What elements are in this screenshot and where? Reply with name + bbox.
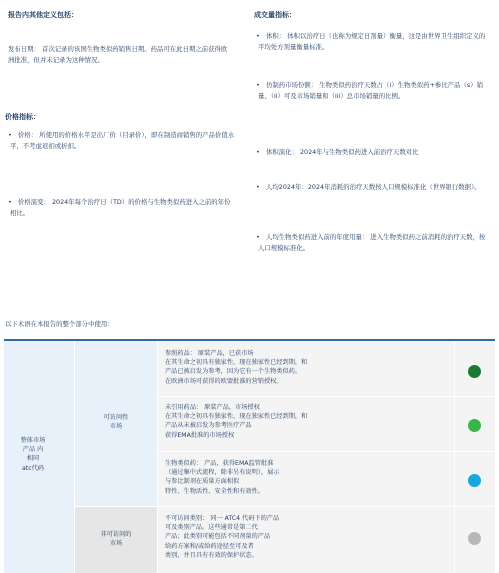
definitions-column [158, 341, 454, 573]
overall-market-label: 整体市场 产品 内 相同 atc代码 [20, 437, 46, 472]
bullet-dot: • [256, 81, 260, 89]
row-divider [75, 506, 495, 507]
heading-price-indicators: 价格指标： [5, 113, 40, 121]
bullet-dot: • [256, 148, 260, 156]
non-accessible-color-dot [468, 532, 481, 545]
per-capita-2024-definition: 人均2024年：2024年消耗的治疗天数按人口规模标准化（世界银行数据）。 [266, 183, 481, 191]
overall-market-cell [4, 341, 75, 573]
price-definition: 价格： 所使用的价格水平是出厂价（目录价），即在制造商销售的产品价值水平，不考虑返扣或折扣。 [10, 131, 235, 150]
accessible-market-label: 可访问性 市场 [103, 414, 129, 431]
accessible-market-cell [75, 341, 157, 506]
reference-product-color-dot [468, 365, 481, 378]
row-divider [158, 396, 495, 397]
color-key-column [455, 341, 495, 573]
heading-volume-indicators: 成交量指标： [254, 11, 296, 19]
release-date-definition: 发布日期： 首次记录的该国生物类似药销售日期。药品可在此日期之前获得欧洲批准，但并未记录为这种情况。 [8, 45, 228, 64]
volume-definition: 体积： 体积以治疗日（也称为规定日剂量）衡量，这是由世界卫生组织定义的平均处方剂量衡量标准。 [258, 32, 486, 51]
bullet-dot: • [256, 32, 260, 40]
market-share-definition: 仿制药市场份额： 生物类似药治疗天数占（i）生物类似药+参比产品（s）销量、（ii）可及市场销量和（iii）总市场销量的比例。 [258, 81, 483, 100]
non-referenced-product-definition: 未引用药品： 原装产品，市场授权 在其生命之初具有独家性，现在独家性已经到期，和 产品从未被启发为参考医疗产品 获得EMA批准的市场授权 [165, 404, 308, 439]
row-divider [158, 451, 495, 452]
biosimilar-definition: 生物类似药： 产品，获得EMA监管批准 （通过集中式流程，除非另有说明），展示 与参比制剂在质量方面相似 特性、生物活性、安全性和有效性。 [165, 460, 280, 495]
volume-evolution-definition: 体积演化： 2024年与生物类似药进入前治疗天数对比 [266, 148, 419, 156]
bullet-dot: • [256, 233, 260, 241]
bullet-dot: • [8, 131, 12, 139]
non-accessible-market-cell [75, 507, 157, 573]
biosimilar-color-dot [468, 474, 481, 487]
bullet-dot: • [256, 183, 260, 191]
table-intro: 以下术语在本报告的整个部分中使用： [5, 320, 114, 328]
bullet-dot: • [8, 198, 12, 206]
non-accessible-market-label: 非可访问的 市场 [100, 531, 132, 548]
terms-table [4, 339, 495, 573]
non-accessible-category-definition: 不可访问类别： 同一 ATC4 代码下的产品 可及类别产品。这些通常是第二代 产品；此类别可能包括不同剂量的产品 给药方案和/或给药途径至可及者 类别，并且具有有效的保护状态。 [165, 515, 280, 559]
reference-product-definition: 参照药品： 原装产品，已获市场 在其生命之初具有独家性，现在独家性已经到期，和 产品已被启发为参考，因为它有一个生物类似药。 在欧洲市场可获得的欧盟批准的营销授权。 [165, 350, 308, 385]
per-capita-pre-entry-definition: 人均生物类似药进入前的年度用量： 进入生物类似药之前消耗的治疗天数，按人口规模标准化。 [258, 233, 486, 252]
heading-other-definitions: 报告内其他定义包括： [8, 11, 78, 19]
non-referenced-product-color-dot [468, 419, 481, 432]
price-evolution-definition: 价格演变： 2024年每个治疗日（TD）的价格与生物类似药进入之前的年份相比。 [10, 198, 231, 217]
